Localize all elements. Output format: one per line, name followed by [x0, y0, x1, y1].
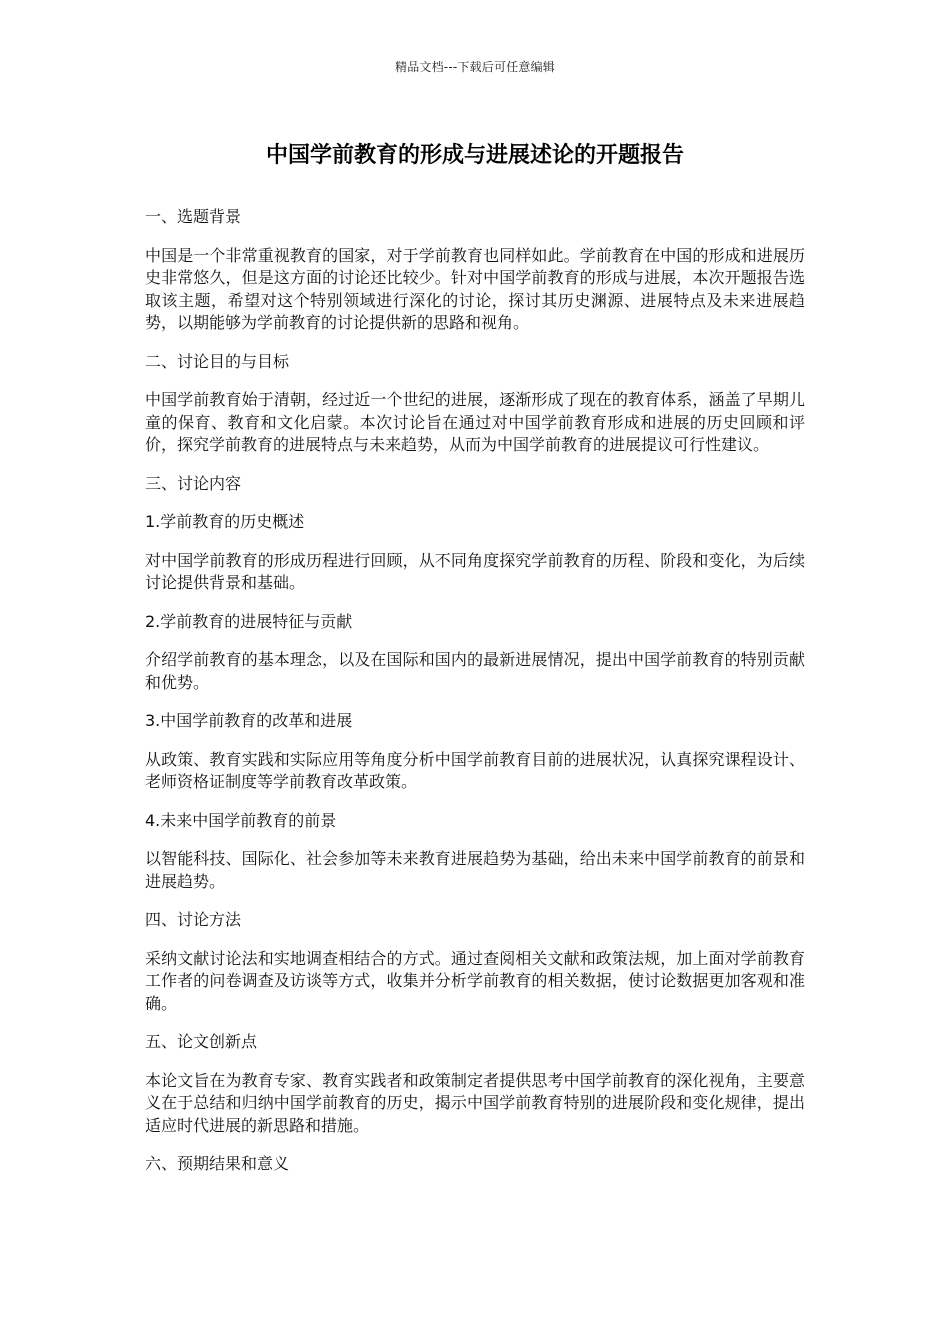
- header-watermark: 精品文档---下载后可任意编辑: [395, 60, 555, 74]
- section-heading: 六、预期结果和意义: [145, 1154, 290, 1173]
- section-paragraph: 中国是一个非常重视教育的国家，对于学前教育也同样如此。学前教育在中国的形成和进展历史非常悠久，但是这方面的讨论还比较少。针对中国学前教育的形成与进展，本次开题报告选取该主题，希望对这个特别领域进行深化的讨论，探讨其历史渊源、进展特点及未来进展趋势，以期能够为学前教育的讨论提供新的思路和视角。: [145, 245, 805, 332]
- section-heading: 4.未来中国学前教育的前景: [145, 810, 337, 830]
- section-heading: 四、讨论方法: [145, 910, 242, 929]
- section-paragraph: 以智能科技、国际化、社会参加等未来教育进展趋势为基础，给出未来中国学前教育的前景和进展趋势。: [145, 849, 805, 891]
- section-heading: 五、论文创新点: [145, 1032, 258, 1051]
- section-heading: 一、选题背景: [145, 207, 242, 226]
- section-heading: 1.学前教育的历史概述: [145, 512, 305, 531]
- section-heading: 三、讨论内容: [145, 473, 242, 493]
- section-paragraph: 采纳文献讨论法和实地调查相结合的方式。通过查阅相关文献和政策法规，加上面对学前教育工作者的问卷调查及访谈等方式，收集并分析学前教育的相关数据，使讨论数据更加客观和准确。: [145, 948, 805, 1013]
- section-paragraph: 本论文旨在为教育专家、教育实践者和政策制定者提供思考中国学前教育的深化视角，主要意义在于总结和归纳中国学前教育的历史，揭示中国学前教育特别的进展阶段和变化规律，提出适应时代进展的新思路和措施。: [145, 1070, 805, 1135]
- section-heading: 3.中国学前教育的改革和进展: [145, 711, 353, 730]
- section-heading: 2.学前教育的进展特征与贡献: [145, 611, 353, 631]
- document-title: 中国学前教育的形成与进展述论的开题报告: [265, 143, 684, 168]
- section-heading: 二、讨论目的与目标: [145, 351, 290, 371]
- section-paragraph: 从政策、教育实践和实际应用等角度分析中国学前教育目前的进展状况，认真探究课程设计、老师资格证制度等学前教育改革政策。: [145, 749, 805, 791]
- section-paragraph: 对中国学前教育的形成历程进行回顾，从不同角度探究学前教育的历程、阶段和变化，为后续讨论提供背景和基础。: [145, 550, 805, 592]
- section-paragraph: 中国学前教育始于清朝，经过近一个世纪的进展，逐渐形成了现在的教育体系，涵盖了早期儿童的保育、教育和文化启蒙。本次讨论旨在通过对中国学前教育形成和进展的历史回顾和评价，探究学前教育的进展特点与未来趋势，从而为中国学前教育的进展提议可行性建议。: [145, 390, 805, 454]
- document-body: [145, 206, 805, 1192]
- section-paragraph: 介绍学前教育的基本理念，以及在国际和国内的最新进展情况，提出中国学前教育的特别贡献和优势。: [145, 650, 805, 692]
